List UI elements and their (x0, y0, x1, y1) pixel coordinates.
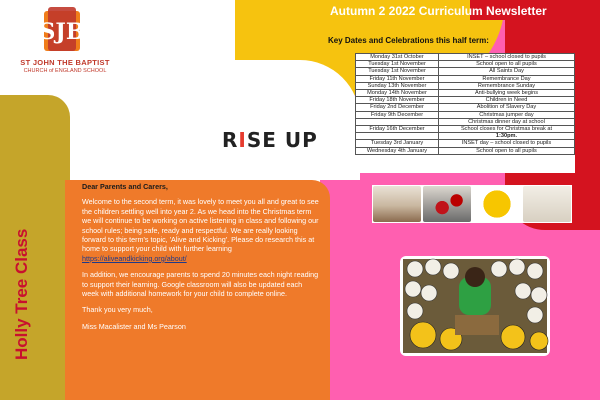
date-cell: Tuesday 1st November (356, 61, 439, 68)
date-cell (356, 133, 439, 140)
event-cell: Remembrance Day (439, 75, 575, 82)
dates-row (356, 118, 575, 125)
letter-body (82, 182, 320, 338)
dates-row (356, 82, 575, 89)
event-cell: Abolition of Slavery Day (439, 104, 575, 111)
rise-up-r: R (222, 128, 239, 152)
school-name: ST JOHN THE BAPTIST (20, 58, 110, 67)
white-wave (235, 60, 360, 180)
olive-side-panel (0, 95, 70, 400)
dates-row (356, 54, 575, 61)
photo-anti-bullying (523, 186, 571, 222)
key-dates-heading: Key Dates and Celebrations this half term: (328, 36, 489, 45)
event-cell: INSET day – school closed to pupils (439, 140, 575, 147)
event-cell: School open to all pupils (439, 147, 575, 154)
event-cell: Children in Need (439, 97, 575, 104)
photo-poppies (423, 186, 471, 222)
dates-row (356, 111, 575, 118)
dates-row (356, 97, 575, 104)
date-cell: Tuesday 1st November (356, 68, 439, 75)
key-dates-table (355, 53, 575, 173)
event-cell: 1:30pm. (439, 133, 575, 140)
rise-up-rest: SE UP (246, 128, 318, 152)
photo-strip (372, 185, 572, 223)
dates-table (355, 53, 575, 155)
letter-paragraph-1-text: Welcome to the second term, it was lovely to meet you all and great to see the children settling well into year 2. As we head into the Christmas term we will continue to be working on active listening in class and following our school rules; being safe, ready and respectful. We are really looking forward to this term's topic, 'Alive and Kicking'. Please do research this at home to support your child with further learning (82, 197, 319, 254)
dates-row (356, 68, 575, 75)
photo-hands (373, 186, 421, 222)
school-logo (39, 5, 85, 55)
date-cell: Monday 31st October (356, 54, 439, 61)
date-cell: Friday 2nd December (356, 104, 439, 111)
footballs-photo-image (403, 259, 547, 353)
rise-up-logo (222, 128, 318, 152)
footballs-photo (400, 256, 550, 356)
dates-row (356, 61, 575, 68)
dates-row (356, 126, 575, 133)
dates-row (356, 75, 575, 82)
dates-row (356, 147, 575, 154)
event-cell: School open to all pupils (439, 61, 575, 68)
photo-pudsey (473, 186, 521, 222)
newsletter-title: Autumn 2 2022 Curriculum Newsletter (330, 4, 547, 18)
letter-signoff: Miss Macalister and Ms Pearson (82, 321, 186, 331)
dates-row (356, 90, 575, 97)
letter-paragraph-2: In addition, we encourage parents to spend 20 minutes each night reading to support their learning. Google classroom will also be updated each week with additional homework for your child to complete online. (82, 270, 319, 299)
date-cell: Friday 11th November (356, 75, 439, 82)
date-cell: Tuesday 3rd January (356, 140, 439, 147)
date-cell: Friday 18th November (356, 97, 439, 104)
school-subtitle: CHURCH of ENGLAND SCHOOL (23, 68, 107, 74)
date-cell: Friday 9th December (356, 111, 439, 118)
event-cell: School closes for Christmas break at (439, 126, 575, 133)
rise-up-i: I (238, 128, 247, 152)
date-cell: Wednesday 4th January (356, 147, 439, 154)
dates-row (356, 140, 575, 147)
school-logo-text: SJB (39, 19, 85, 45)
date-cell (356, 118, 439, 125)
date-cell: Sunday 13th November (356, 82, 439, 89)
letter-thanks: Thank you very much, (82, 305, 153, 315)
event-cell: Christmas dinner day at school (439, 118, 575, 125)
date-cell: Monday 14th November (356, 90, 439, 97)
dates-row (356, 133, 575, 140)
event-cell: Anti-bullying week begins (439, 90, 575, 97)
class-title: Holly Tree Class (12, 228, 31, 360)
dates-row (356, 104, 575, 111)
event-cell: Remembrance Sunday (439, 82, 575, 89)
event-cell: Christmas jumper day (439, 111, 575, 118)
alive-and-kicking-link[interactable]: https://aliveandkicking.org/about/ (82, 253, 187, 263)
letter-paragraph-1 (82, 197, 320, 263)
date-cell: Friday 16th December (356, 126, 439, 133)
letter-greeting: Dear Parents and Carers, (82, 182, 168, 191)
event-cell: INSET – school closed to pupils (439, 54, 575, 61)
event-cell: All Saints Day (439, 68, 575, 75)
